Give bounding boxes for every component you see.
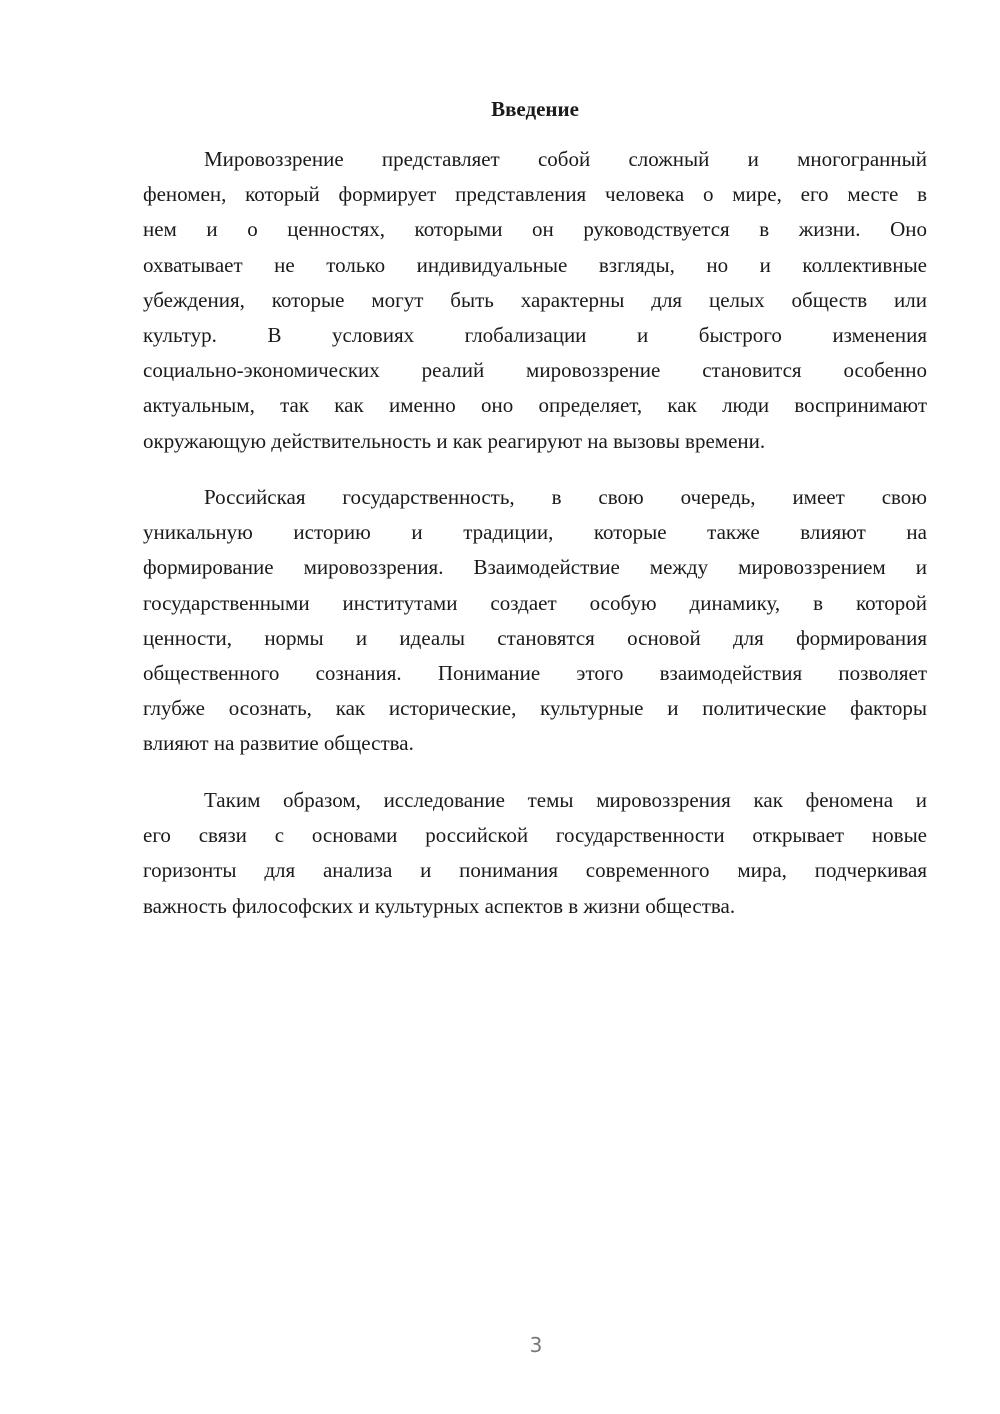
text-line: феномен, который формирует представления человека о мире, его месте в [143,182,927,207]
paragraph-3 [143,783,927,924]
text-line: его связи с основами российской государственности открывает новые [143,823,927,848]
text-line: горизонты для анализа и понимания современного мира, подчеркивая [143,858,927,883]
text-line: общественного сознания. Понимание этого взаимодействия позволяет [143,660,927,685]
text-line: охватывает не только индивидуальные взгляды, но и коллективные [143,252,927,277]
text-line: глубже осознать, как исторические, культурные и политические факторы [143,696,927,721]
section-title: Введение [491,97,579,121]
text-line: Российская государственность, в свою очередь, имеет свою [204,485,927,509]
text-line: убеждения, которые могут быть характерны для целых обществ или [143,287,927,312]
text-line: уникальную историю и традиции, которые также влияют на [143,520,927,545]
page-number: 3 [529,1333,543,1357]
text-line: нем и о ценностях, которыми он руководствуется в жизни. Оно [143,217,927,242]
text-line: государственными институтами создает особую динамику, в которой [143,590,927,615]
text-line: Мировоззрение представляет собой сложный и многогранный [204,147,927,171]
text-line: культур. В условиях глобализации и быстрого изменения [143,322,927,347]
paragraph-1 [143,142,927,459]
text-line: актуальным, так как именно оно определяет, как люди воспринимают [143,393,927,418]
paragraph-2 [143,480,927,762]
text-line: влияют на развитие общества. [143,731,414,756]
text-line: ценности, нормы и идеалы становятся основой для формирования [143,625,927,650]
text-line: важность философских и культурных аспектов в жизни общества. [143,893,736,918]
text-line: социально-экономических реалий мировоззрение становится особенно [143,358,927,383]
text-line: формирование мировоззрения. Взаимодействие между мировоззрением и [143,555,927,580]
text-line: Таким образом, исследование темы мировоззрения как феномена и [204,788,927,812]
text-line: окружающую действительность и как реагируют на вызовы времени. [143,428,766,453]
